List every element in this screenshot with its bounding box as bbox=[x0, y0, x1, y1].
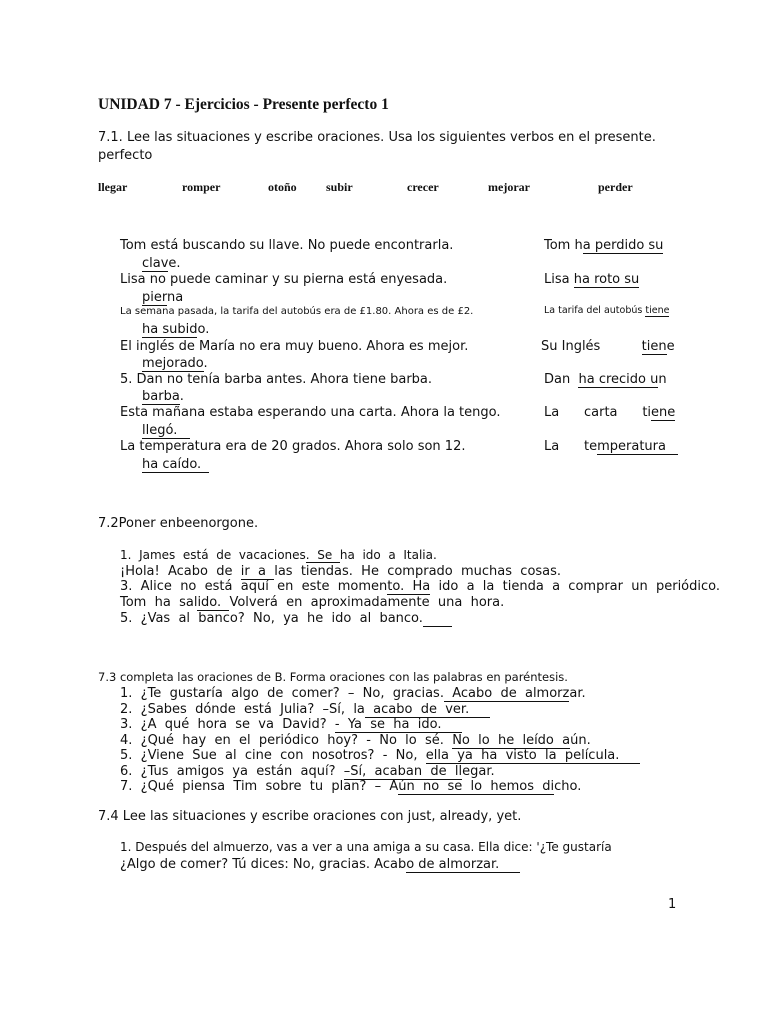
verb-word: llegar bbox=[98, 180, 128, 194]
verb-word: crecer bbox=[407, 180, 439, 194]
verb-word: subir bbox=[326, 180, 353, 194]
exercise-line: 1. Después del almuerzo, vas a ver a una amiga a su casa. Ella dice: '¿Te gustaría bbox=[120, 840, 612, 854]
exercise-line: Tom ha salido. Volverá en aproximadamente una hora. bbox=[120, 595, 505, 610]
exercise-situation: 5. Dan no tenía barba antes. Ahora tiene barba. bbox=[120, 372, 433, 387]
exercise-situation: La temperatura era de 20 grados. Ahora solo son 12. bbox=[120, 439, 466, 454]
exercise-line: 1. James está de vacaciones. Se ha ido a Italia. bbox=[120, 548, 437, 562]
exercise-line: 3. ¿A qué hora se va David? - Ya se ha ido. bbox=[120, 717, 463, 732]
exercise-line: 5. ¿Vas al banco? No, ya he ido al banco. bbox=[120, 611, 452, 626]
exercise-line: 6. ¿Tus amigos ya están aquí? –Sí, acaban de llegar. bbox=[120, 764, 495, 779]
exercise-line: ¿Algo de comer? Tú dices: No, gracias. Acabo de almorzar. bbox=[120, 857, 520, 872]
exercise-line: 1. ¿Te gustaría algo de comer? – No, gracias. Acabo de almorzar. bbox=[120, 686, 586, 701]
verb-word: otoño bbox=[268, 180, 297, 194]
exercise-line: 7. ¿Qué piensa Tim sobre tu plan? – Aún no se lo hemos dicho. bbox=[120, 779, 582, 794]
section-7-4-heading: 7.4 Lee las situaciones y escribe oraciones con just, already, yet. bbox=[98, 809, 522, 824]
exercise-situation: Esta mañana estaba esperando una carta. Ahora la tengo. bbox=[120, 405, 501, 420]
section-7-1-instruction: 7.1. Lee las situaciones y escribe oraciones. Usa los siguientes verbos en el presente. bbox=[98, 130, 656, 145]
exercise-answer-cont: barba. bbox=[142, 389, 184, 404]
exercise-answer: Tom ha perdido su bbox=[544, 238, 664, 253]
exercise-line: 5. ¿Viene Sue al cine con nosotros? - No, ella ya ha visto la película. bbox=[120, 748, 641, 763]
exercise-line: ¡Hola! Acabo de ir a las tiendas. He comprado muchas cosas. bbox=[120, 564, 562, 579]
exercise-answer-cont: llegó. bbox=[142, 423, 190, 438]
verb-word: perder bbox=[598, 180, 633, 194]
exercise-situation: Lisa no puede caminar y su pierna está enyesada. bbox=[120, 272, 448, 287]
exercise-answer: Dan ha crecido un bbox=[544, 372, 667, 387]
exercise-situation: La semana pasada, la tarifa del autobús era de £1.80. Ahora es de £2. bbox=[120, 306, 474, 317]
exercise-answer: Lisa ha roto su bbox=[544, 272, 640, 287]
exercise-answer-cont: ha caído. bbox=[142, 457, 210, 472]
exercise-line: 2. ¿Sabes dónde está Julia? –Sí, la acabo de ver. bbox=[120, 702, 490, 717]
exercise-answer: Su Inglés tiene bbox=[541, 339, 675, 354]
exercise-situation: Tom está buscando su llave. No puede encontrarla. bbox=[120, 238, 454, 253]
exercise-answer-cont: mejorado. bbox=[142, 356, 208, 371]
exercise-situation: El inglés de María no era muy bueno. Ahora es mejor. bbox=[120, 339, 469, 354]
exercise-line: 3. Alice no está aquí en este momento. Ha ido a la tienda a comprar un periódico. bbox=[120, 579, 721, 594]
page-number: 1 bbox=[668, 897, 677, 912]
exercise-line: 4. ¿Qué hay en el periódico hoy? - No lo sé. No lo he leído aún. bbox=[120, 733, 591, 748]
document-title: UNIDAD 7 - Ejercicios - Presente perfecto 1 bbox=[98, 96, 389, 113]
exercise-answer: La carta tiene bbox=[544, 405, 676, 420]
section-7-1-instruction-cont: perfecto bbox=[98, 148, 153, 163]
exercise-answer-cont: pierna bbox=[142, 290, 184, 305]
exercise-answer: La tarifa del autobús tiene bbox=[544, 305, 670, 316]
verb-word: mejorar bbox=[488, 180, 530, 194]
section-7-3-heading: 7.3 completa las oraciones de B. Forma oraciones con las palabras en paréntesis. bbox=[98, 670, 568, 684]
section-7-2-heading: 7.2Poner enbeenorgone. bbox=[98, 516, 259, 531]
verb-word: romper bbox=[182, 180, 221, 194]
exercise-answer-cont: clave. bbox=[142, 256, 181, 271]
exercise-answer-cont: ha subido. bbox=[142, 322, 210, 337]
exercise-answer: La temperatura bbox=[544, 439, 679, 454]
